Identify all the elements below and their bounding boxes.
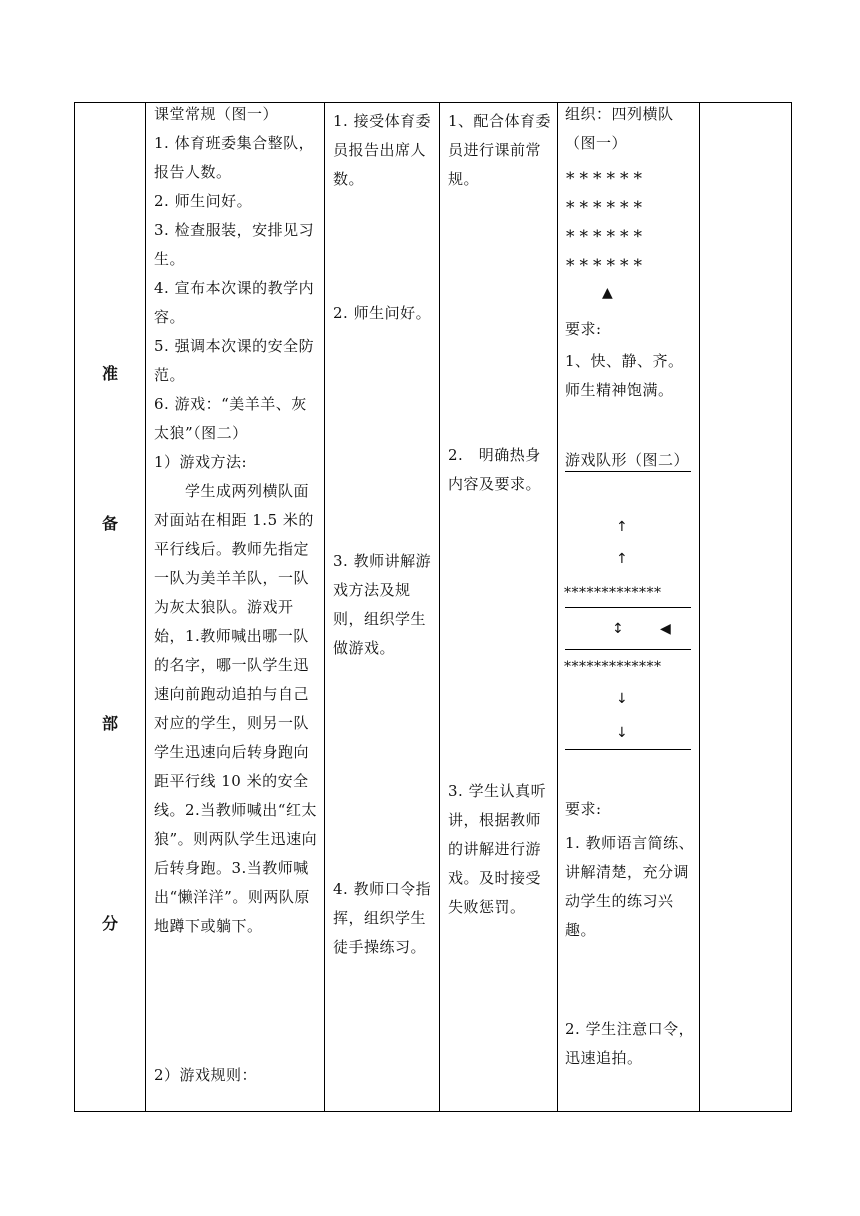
section-label-char: 备 — [101, 514, 118, 533]
notes-column — [700, 103, 792, 1112]
content-line: 2. 师生问好。 — [154, 192, 253, 210]
organization-title: 组织：四列横队（图一） — [565, 105, 674, 152]
content-paragraph: 学生成两列横队面对面站在相距 1.5 米的平行线后。教师先指定一队为美羊羊队，一队为灰太狼队。游戏开始，1.教师喊出哪一队的名字，哪一队学生迅速向前跑动追拍与自己对应的学生，则另一队学生迅速向后转身跑向距平行线 10 米的安全线。2.当教师喊出“红太狼”。则两队学生迅速向后转身跑。3.当教师喊出“懒洋洋”。则两队原地蹲下或躺下。 — [154, 482, 318, 935]
section-column — [75, 103, 146, 1112]
requirement-text: 1. 教师语言简练、讲解清楚，充分调动学生的练习兴趣。 — [565, 834, 695, 939]
diagram-title: 游戏队形（图二） — [565, 451, 690, 469]
formation-row: ****** — [566, 198, 647, 218]
student-column — [440, 103, 558, 1112]
student-item: 1、配合体育委员进行课前常规。 — [448, 112, 552, 188]
arrow-up-icon: ↑ — [616, 551, 628, 567]
content-line: 1）游戏方法: — [154, 453, 248, 471]
formation-row: ****** — [566, 227, 647, 247]
requirement-text: 1、快、静、齐。师生精神饱满。 — [565, 352, 684, 399]
arrow-up-down-icon: ↕ — [612, 621, 624, 637]
content-line: 4. 宣布本次课的教学内容。 — [154, 279, 315, 326]
formation-row: ************* — [564, 659, 662, 675]
divider — [565, 471, 691, 472]
student-item: 3. 学生认真听讲，根据教师的讲解进行游戏。及时接受失败惩罚。 — [448, 782, 547, 916]
teacher-item: 2. 师生问好。 — [333, 304, 432, 322]
section-label-char: 部 — [101, 714, 118, 733]
content-column — [146, 103, 325, 1112]
content-line: 2）游戏规则： — [154, 1066, 258, 1084]
requirement-label: 要求: — [565, 320, 602, 338]
divider — [565, 749, 691, 750]
parallel-line — [565, 607, 691, 608]
teacher-column — [325, 103, 440, 1112]
arrow-up-icon: ↑ — [616, 519, 628, 535]
requirement-label: 要求: — [565, 800, 602, 818]
teacher-item: 1. 接受体育委员报告出席人数。 — [333, 112, 432, 188]
teacher-item: 3. 教师讲解游戏方法及规则，组织学生做游戏。 — [333, 552, 432, 657]
organization-column — [558, 103, 700, 1112]
requirement-text: 2. 学生注意口令，迅速追拍。 — [565, 1020, 695, 1067]
table-row — [75, 103, 792, 1112]
parallel-line — [565, 649, 691, 650]
student-item: 2. 明确热身内容及要求。 — [448, 446, 542, 493]
lesson-plan-table — [74, 102, 792, 1112]
content-line: 5. 强调本次课的安全防范。 — [154, 337, 315, 384]
section-label-char: 分 — [101, 914, 118, 933]
section-label-char: 准 — [101, 364, 118, 383]
formation-row: ************* — [564, 585, 662, 601]
teacher-position-icon: ▲ — [602, 285, 613, 301]
teacher-position-icon: ◀ — [660, 621, 671, 637]
teacher-item: 4. 教师口令指挥，组织学生徒手操练习。 — [333, 880, 432, 956]
formation-row: ****** — [566, 169, 647, 189]
content-line: 3. 检查服装，安排见习生。 — [154, 221, 315, 268]
arrow-down-icon: ↓ — [616, 691, 628, 707]
content-text — [154, 100, 320, 941]
formation-row: ****** — [566, 256, 647, 276]
content-line: 6. 游戏：“美羊羊、灰太狼”（图二） — [154, 395, 307, 442]
content-line: 1. 体育班委集合整队，报告人数。 — [154, 134, 315, 181]
arrow-down-icon: ↓ — [616, 725, 628, 741]
content-line: 课堂常规（图一） — [154, 105, 279, 123]
